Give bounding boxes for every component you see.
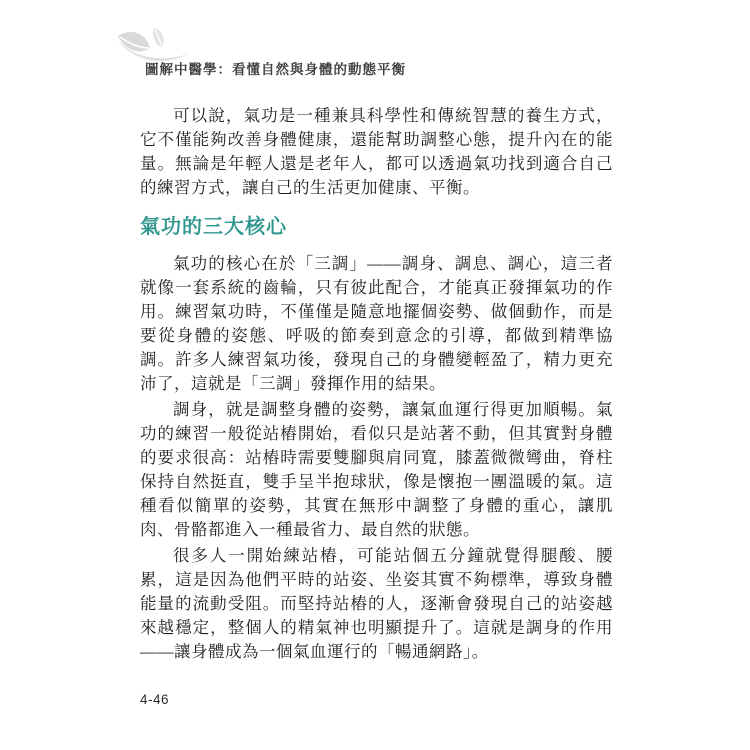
- body-paragraph-2: 調身，就是調整身體的姿勢，讓氣血運行得更加順暢。氣功的練習一般從站樁開始，看似只是站著不動，但其實對身體的要求很高：站樁時需要雙腳與肩同寬，膝蓋微微彎曲，脊柱保持自然挺直，雙手呈半抱球狀，像是懷抱一團溫暖的氣。這種看似簡單的姿勢，其實在無形中調整了身體的重心，讓肌肉、骨骼都進入一種最省力、最自然的狀態。: [140, 400, 613, 539]
- page-number: 4-46: [140, 692, 170, 707]
- section-heading: 氣功的三大核心: [140, 216, 287, 238]
- intro-paragraph: 可以說，氣功是一種兼具科學性和傳統智慧的養生方式，它不僅能夠改善身體健康，還能幫助調整心態，提升內在的能量。無論是年輕人還是老年人，都可以透過氣功找到適合自己的練習方式，讓自己的生活更加健康、平衡。: [140, 106, 613, 197]
- page-header: [112, 24, 632, 76]
- body-paragraph-1: 氣功的核心在於「三調」——調身、調息、調心，這三者就像一套系統的齒輪，只有彼此配合，才能真正發揮氣功的作用。練習氣功時，不僅僅是隨意地擺個姿勢、做個動作，而是要從身體的姿態、呼吸的節奏到意念的引導，都做到精準協調。許多人練習氣功後，發現自己的身體變輕盈了，精力更充沛了，這就是「三調」發揮作用的結果。: [140, 254, 613, 393]
- body-paragraph-3: 很多人一開始練站樁，可能站個五分鐘就覺得腿酸、腰累，這是因為他們平時的站姿、坐姿其實不夠標準，導致身體能量的流動受阻。而堅持站樁的人，逐漸會發現自己的站姿越來越穩定，整個人的精氣神也明顯提升了。這就是調身的作用——讓身體成為一個氣血運行的「暢通網路」。: [140, 546, 613, 661]
- page-body: [140, 104, 613, 666]
- book-title: 圖解中醫學：看懂自然與身體的動態平衡: [145, 62, 406, 77]
